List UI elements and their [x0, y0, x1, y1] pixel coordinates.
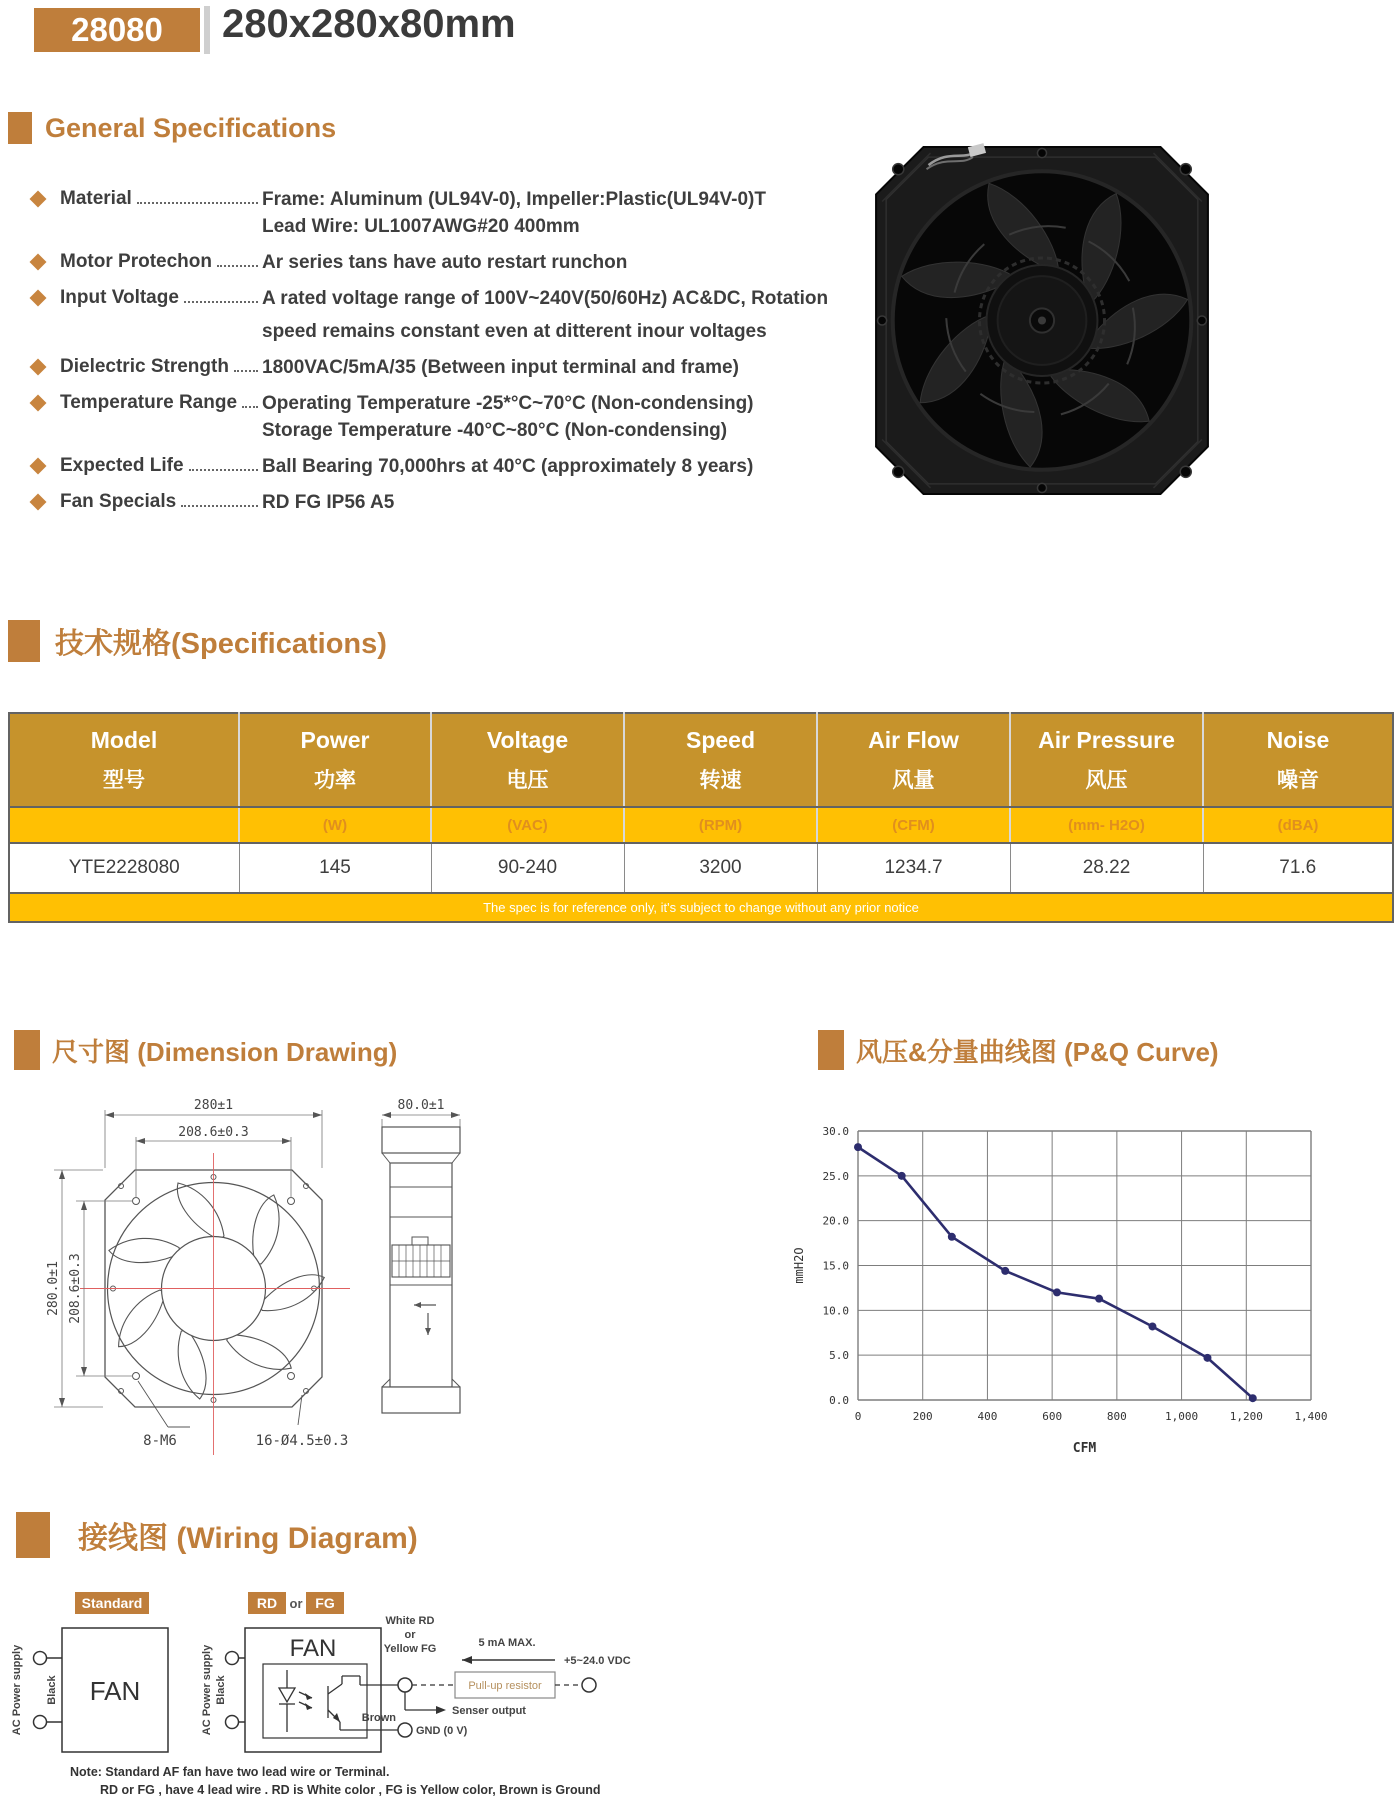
fg-badge-label: FG: [315, 1595, 335, 1611]
diamond-bullet-icon: [30, 290, 47, 307]
col-airpressure: Air Pressure 风压: [1010, 713, 1203, 807]
header-divider: [204, 6, 210, 54]
cell-power: 145: [239, 843, 431, 893]
col-model: Model 型号: [9, 713, 239, 807]
col-speed: Speed 转速: [624, 713, 817, 807]
diamond-bullet-icon: [30, 458, 47, 475]
page-title: 280x280x80mm: [222, 2, 516, 46]
dotted-leader: [137, 188, 258, 204]
gnd-terminal: [398, 1723, 412, 1737]
spec-label: Material: [60, 188, 132, 209]
table-footnote: The spec is for reference only, it's subject to change without any prior notice: [9, 893, 1393, 922]
section-specifications: [8, 620, 387, 662]
fan-product-photo: [868, 138, 1216, 503]
svg-text:30.0: 30.0: [822, 1125, 849, 1138]
screw-label: 8-M6: [143, 1433, 177, 1449]
section-title: 尺寸图 (Dimension Drawing): [52, 1036, 398, 1067]
table-units-row: [9, 807, 1393, 843]
section-square-icon: [14, 1030, 40, 1070]
svg-text:0.0: 0.0: [829, 1394, 849, 1407]
svg-text:400: 400: [977, 1410, 998, 1423]
svg-text:25.0: 25.0: [822, 1169, 849, 1183]
unit-cell: (CFM): [817, 807, 1010, 843]
svg-text:CFM: CFM: [1072, 1441, 1097, 1456]
ac-power-label: AC Power supply: [201, 1644, 213, 1736]
spec-item-temperature-range: [28, 390, 874, 444]
unit-cell: (RPM): [624, 807, 817, 843]
col-voltage: Voltage 电压: [431, 713, 624, 807]
col-noise: Noise 噪音: [1203, 713, 1393, 807]
wiring-note-2: RD or FG , have 4 lead wire . RD is White color , FG is Yellow color, Brown is Ground: [100, 1783, 601, 1797]
spec-item-dielectric-strength: [28, 354, 874, 381]
section-title: 技术规格(Specifications): [55, 627, 387, 660]
black-wire-label: Black: [46, 1675, 58, 1705]
section-title: General Specifications: [45, 112, 337, 143]
svg-text:600: 600: [1042, 1410, 1063, 1423]
cell-noise: 71.6: [1203, 843, 1393, 893]
cell-voltage: 90-240: [431, 843, 624, 893]
diamond-bullet-icon: [30, 359, 47, 376]
spec-label: Motor Protechon: [60, 251, 212, 272]
section-general-specifications: [8, 112, 336, 144]
dotted-leader: [189, 455, 258, 471]
unit-cell: (dBA): [1203, 807, 1393, 843]
spec-item-material: [28, 186, 874, 240]
col-airflow: Air Flow 风量: [817, 713, 1010, 807]
diamond-bullet-icon: [30, 395, 47, 412]
gnd-label: GND (0 V): [416, 1725, 468, 1737]
dotted-leader: [181, 491, 258, 507]
pullup-resistor-label: Pull-up resistor: [468, 1680, 542, 1692]
fan-box-label: FAN: [289, 1635, 337, 1662]
svg-text:10.0: 10.0: [822, 1304, 849, 1318]
rd-badge-label: RD: [256, 1595, 278, 1611]
svg-text:0: 0: [854, 1410, 862, 1423]
spec-label: Input Voltage: [60, 287, 179, 308]
spec-table: [8, 712, 1394, 923]
ac-power-label: AC Power supply: [11, 1644, 23, 1736]
cell-airpressure: 28.22: [1010, 843, 1203, 893]
spec-value: 1800VAC/5mA/35 (Between input terminal and frame): [262, 357, 739, 378]
section-square-icon: [16, 1512, 50, 1558]
spec-value: RD FG IP56 A5: [262, 492, 395, 513]
diamond-bullet-icon: [30, 494, 47, 511]
dim-hole-span: 208.6±0.3: [178, 1125, 249, 1140]
section-square-icon: [8, 112, 32, 144]
senser-output-label: Senser output: [452, 1705, 526, 1717]
spec-label: Dielectric Strength: [60, 356, 229, 377]
table-footnote-row: [9, 893, 1393, 922]
spec-item-motor-protection: [28, 249, 874, 276]
side-view: [382, 1112, 460, 1413]
brown-wire-label: Brown: [361, 1712, 396, 1724]
pq-curve-chart: [740, 1095, 1380, 1475]
dotted-leader: [242, 392, 258, 408]
ma-max-label: 5 mA MAX.: [478, 1637, 536, 1649]
section-square-icon: [818, 1030, 844, 1070]
svg-text:mmH2O: mmH2O: [792, 1247, 806, 1284]
unit-cell: [9, 807, 239, 843]
section-title: 风压&分量曲线图 (P&Q Curve): [856, 1036, 1219, 1067]
section-pq-curve: [818, 1030, 1219, 1070]
table-row: [9, 843, 1393, 893]
svg-text:1,200: 1,200: [1229, 1410, 1263, 1423]
unit-cell: (VAC): [431, 807, 624, 843]
dim-width: 280±1: [193, 1098, 234, 1113]
spec-value: A rated voltage range of 100V~240V(50/60Hz) AC&DC, Rotation: [262, 288, 829, 309]
spec-value: Operating Temperature -25*°C~70°C (Non-condensing): [262, 393, 754, 414]
spec-label: Fan Specials: [60, 491, 177, 512]
diamond-bullet-icon: [30, 191, 47, 208]
unit-cell: (W): [239, 807, 431, 843]
vdc-label: +5~24.0 VDC: [564, 1655, 631, 1667]
svg-text:20.0: 20.0: [822, 1214, 849, 1228]
spec-label: Expected Life: [60, 455, 184, 476]
signal-terminal: [398, 1678, 412, 1692]
opto-coupler: [263, 1664, 398, 1738]
general-spec-list: [28, 186, 874, 525]
wiring-diagram: [10, 1580, 690, 1799]
standard-badge-label: Standard: [81, 1595, 143, 1611]
cell-airflow: 1234.7: [817, 843, 1010, 893]
section-wiring-diagram: [16, 1512, 418, 1558]
dotted-leader: [184, 287, 258, 303]
spec-value: Lead Wire: UL1007AWG#20 400mm: [262, 216, 580, 237]
fan-box-label: FAN: [89, 1676, 141, 1706]
svg-text:800: 800: [1106, 1410, 1127, 1423]
dim-hole-span-v: 208.6±0.3: [68, 1253, 83, 1324]
spec-value: Frame: Aluminum (UL94V-0), Impeller:Plastic(UL94V-0)T: [262, 189, 766, 210]
cell-model: YTE2228080: [9, 843, 239, 893]
col-power: Power 功率: [239, 713, 431, 807]
white-rd-label: White RD: [385, 1615, 435, 1627]
vdc-terminal: [582, 1678, 596, 1692]
spec-value: Ball Bearing 70,000hrs at 40°C (approximately 8 years): [262, 456, 754, 477]
svg-text:15.0: 15.0: [822, 1259, 849, 1273]
spec-item-fan-specials: [28, 489, 874, 516]
svg-text:200: 200: [912, 1410, 933, 1423]
spec-value: speed remains constant even at ditterent inour voltages: [262, 321, 767, 342]
section-title: 接线图 (Wiring Diagram): [78, 1522, 418, 1555]
dimension-drawing: [40, 955, 490, 1465]
dotted-leader: [234, 356, 258, 372]
black-wire-label: Black: [215, 1675, 227, 1705]
or-wire-label: or: [404, 1629, 416, 1641]
table-header-row: [9, 713, 1393, 807]
hole-label: 16-Ø4.5±0.3: [255, 1433, 349, 1449]
diamond-bullet-icon: [30, 254, 47, 271]
svg-text:5.0: 5.0: [829, 1349, 849, 1363]
dim-depth: 80.0±1: [397, 1098, 445, 1113]
spec-value: Storage Temperature -40°C~80°C (Non-condensing): [262, 420, 728, 441]
spec-value: Ar series tans have auto restart runchon: [262, 252, 628, 273]
model-badge: 28080: [34, 8, 200, 52]
spec-label: Temperature Range: [60, 392, 238, 413]
unit-cell: (mm- H2O): [1010, 807, 1203, 843]
yellow-fg-label: Yellow FG: [383, 1643, 437, 1655]
section-square-icon: [8, 620, 40, 662]
svg-text:1,000: 1,000: [1165, 1410, 1199, 1423]
wiring-note-1: Note: Standard AF fan have two lead wire or Terminal.: [70, 1765, 390, 1779]
svg-text:1,400: 1,400: [1294, 1410, 1328, 1423]
cell-speed: 3200: [624, 843, 817, 893]
dim-height: 280.0±1: [46, 1261, 61, 1316]
spec-item-input-voltage: [28, 285, 874, 345]
dotted-leader: [217, 251, 258, 267]
or-label: or: [289, 1596, 303, 1611]
spec-item-expected-life: [28, 453, 874, 480]
